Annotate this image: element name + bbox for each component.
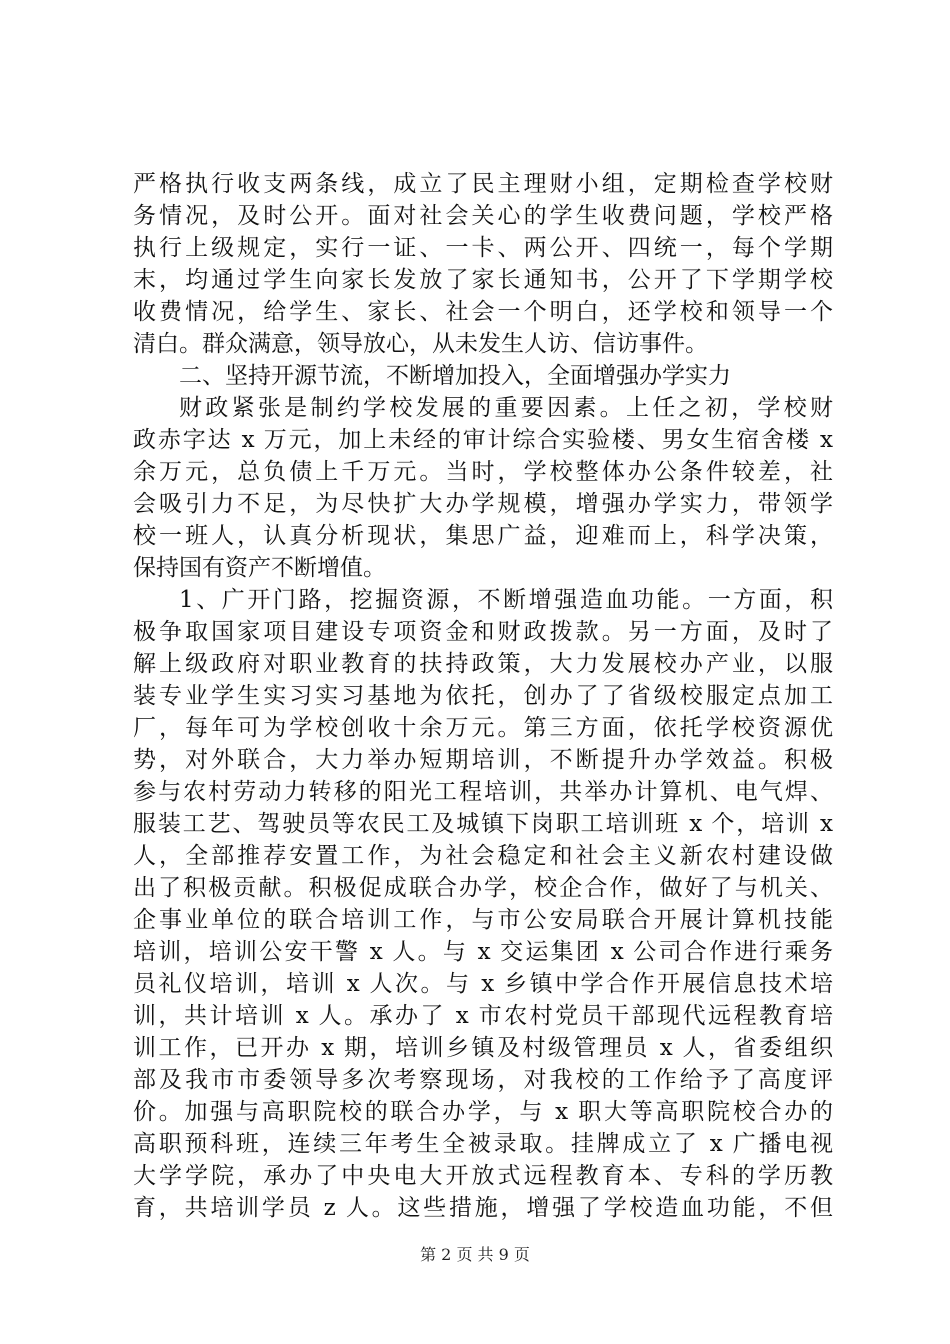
text-line: 势，对外联合，大力举办短期培训，不断提升办学效益。积极: [133, 747, 833, 773]
text-line: 严格执行收支两条线，成立了民主理财小组，定期检查学校财: [133, 171, 833, 197]
text-line: 解上级政府对职业教育的扶持政策，大力发展校办产业，以服: [133, 651, 833, 677]
text-line: 价。加强与高职院校的联合办学，与 x 职大等高职院校合办的: [133, 1099, 833, 1125]
text-line: 训工作，已开办 x 期，培训乡镇及村级管理员 x 人，省委组织: [133, 1035, 833, 1061]
text-line: 育，共培训学员 z 人。这些措施，增强了学校造血功能，不但: [133, 1195, 833, 1221]
text-line: 出了积极贡献。积极促成联合办学，校企合作，做好了与机关、: [133, 875, 833, 901]
text-line: 厂，每年可为学校创收十余万元。第三方面，依托学校资源优: [133, 715, 833, 741]
text-line: 会吸引力不足，为尽快扩大办学规模，增强办学实力，带领学: [133, 491, 833, 517]
text-line: 极争取国家项目建设专项资金和财政拨款。另一方面，及时了: [133, 619, 833, 645]
text-line: 部及我市市委领导多次考察现场，对我校的工作给予了高度评: [133, 1067, 833, 1093]
text-line: 培训，培训公安干警 x 人。与 x 交运集团 x 公司合作进行乘务: [133, 939, 833, 965]
text-line: 训，共计培训 x 人。承办了 x 市农村党员干部现代远程教育培: [133, 1003, 833, 1029]
document-body: [133, 168, 833, 1224]
text-line: 末，均通过学生向家长发放了家长通知书，公开了下学期学校: [133, 267, 833, 293]
text-line: 保持国有资产不断增值。: [133, 555, 386, 581]
text-line: 校一班人，认真分析现状，集思广益，迎难而上，科学决策，: [133, 523, 833, 549]
text-line: 服装工艺、驾驶员等农民工及城镇下岗职工培训班 x 个，培训 x: [133, 811, 833, 837]
page-number-label: 第 2 页 共 9 页: [420, 1245, 530, 1264]
text-line: 清白。群众满意，领导放心，从未发生人访、信访事件。: [133, 331, 708, 357]
text-line: 务情况，及时公开。面对社会关心的学生收费问题，学校严格: [133, 203, 833, 229]
text-line: 员礼仪培训，培训 x 人次。与 x 乡镇中学合作开展信息技术培: [133, 971, 833, 997]
text-line: 收费情况，给学生、家长、社会一个明白，还学校和领导一个: [133, 299, 833, 325]
page-footer: [0, 1245, 950, 1265]
text-line: 余万元，总负债上千万元。当时，学校整体办公条件较差，社: [133, 459, 833, 485]
text-line: 财政紧张是制约学校发展的重要因素。上任之初，学校财: [179, 395, 833, 421]
text-line: 企事业单位的联合培训工作，与市公安局联合开展计算机技能: [133, 907, 833, 933]
text-line: 高职预科班，连续三年考生全被录取。挂牌成立了 x 广播电视: [133, 1131, 833, 1157]
text-line: 装专业学生实习实习基地为依托，创办了了省级校服定点加工: [133, 683, 833, 709]
text-line: 执行上级规定，实行一证、一卡、两公开、四统一，每个学期: [133, 235, 833, 261]
text-line: 二、坚持开源节流，不断增加投入，全面增强办学实力: [179, 363, 731, 389]
text-line: 1、广开门路，挖掘资源，不断增强造血功能。一方面，积: [179, 587, 833, 613]
text-line: 大学学院，承办了中央电大开放式远程教育本、专科的学历教: [133, 1163, 833, 1189]
text-line: 人，全部推荐安置工作，为社会稳定和社会主义新农村建设做: [133, 843, 833, 869]
text-line: 参与农村劳动力转移的阳光工程培训，共举办计算机、电气焊、: [133, 779, 833, 805]
text-line: 政赤字达 x 万元，加上未经的审计综合实验楼、男女生宿舍楼 x: [133, 427, 833, 453]
